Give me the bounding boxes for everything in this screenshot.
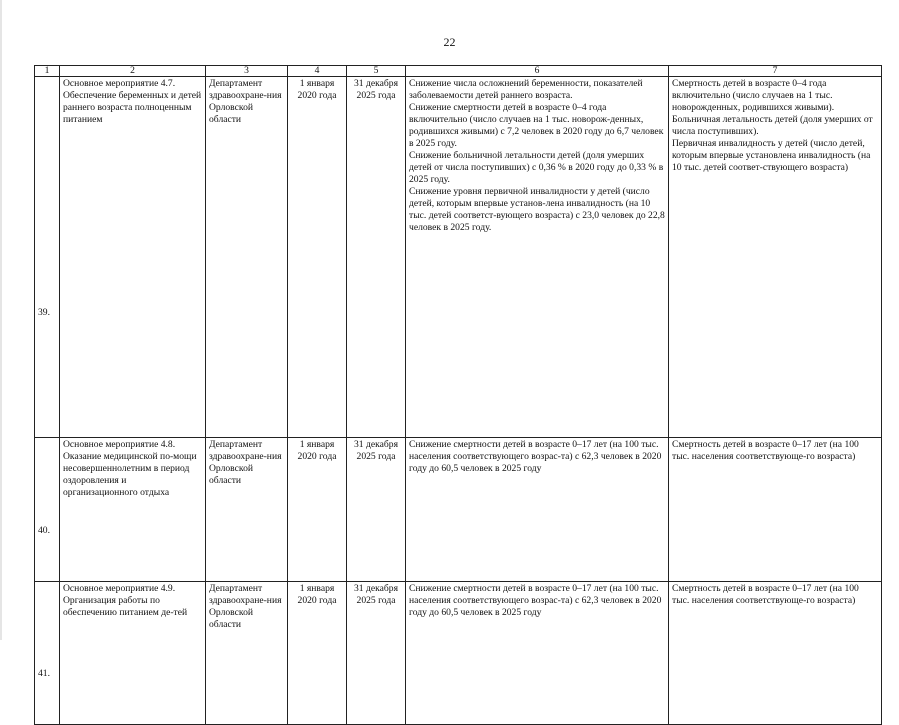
measure-cell: Основное мероприятие 4.7. Обеспечение беременных и детей раннего возраста полноценным питанием xyxy=(60,77,206,438)
indicator-cell: Смертность детей в возрасте 0–17 лет (на 100 тыс. населения соответствующе-го возраста) xyxy=(669,582,882,725)
table-row xyxy=(35,438,882,582)
end-date-cell: 31 декабря 2025 года xyxy=(347,77,406,438)
indicator-cell: Смертность детей в возрасте 0–17 лет (на 100 тыс. населения соответствующе-го возраста) xyxy=(669,438,882,582)
measure-cell: Основное мероприятие 4.9. Организация работы по обеспечению питанием де-тей xyxy=(60,582,206,725)
scan-margin-line xyxy=(0,0,2,640)
table-row xyxy=(35,582,882,725)
expected-result-cell: Снижение числа осложнений беременности, показателей заболеваемости детей раннего возраста. Снижение смертности детей в возрасте 0–4 года включительно (число случаев на 1 тыс. новорож-денных, родившихся живыми) с 7,2 человек в 2020 году до 6,7 человек в 2025 году. Снижение больничной летальности детей (доля умерших детей от числа поступивших) с 0,36 % в 2020 году до 0,33 % в 2025 году. Снижение уровня первичной инвалидности у детей (число детей, которым впервые установ-лена инвалидность (на 10 тыс. детей соответст-вующего возраста) с 23,0 человек до 22,8 человек в 2025 году. xyxy=(406,77,669,438)
expected-result-cell: Снижение смертности детей в возрасте 0–17 лет (на 100 тыс. населения соответствующего возрас-та) с 62,3 человек в 2020 году до 60,5 человек в 2025 году xyxy=(406,438,669,582)
row-number: 41. xyxy=(35,582,60,725)
start-date-cell: 1 января 2020 года xyxy=(288,77,347,438)
page-number: 22 xyxy=(443,35,456,49)
measure-cell: Основное мероприятие 4.8. Оказание медицинской по-мощи несовершеннолетним в период оздоровления и организационного отдыха xyxy=(60,438,206,582)
header-cell: 2 xyxy=(60,66,206,77)
executor-cell: Департамент здравоохране-ния Орловской области xyxy=(206,438,288,582)
table-header-row xyxy=(35,66,882,77)
executor-cell: Департамент здравоохране-ния Орловской области xyxy=(206,582,288,725)
header-cell: 6 xyxy=(406,66,669,77)
row-number: 39. xyxy=(35,77,60,438)
row-number: 40. xyxy=(35,438,60,582)
table-row xyxy=(35,77,882,438)
header-cell: 1 xyxy=(35,66,60,77)
expected-result-cell: Снижение смертности детей в возрасте 0–17 лет (на 100 тыс. населения соответствующего возрас-та) с 62,3 человек в 2020 году до 60,5 человек в 2025 году xyxy=(406,582,669,725)
start-date-cell: 1 января 2020 года xyxy=(288,582,347,725)
header-cell: 5 xyxy=(347,66,406,77)
end-date-cell: 31 декабря 2025 года xyxy=(347,582,406,725)
indicator-cell: Смертность детей в возрасте 0–4 года включительно (число случаев на 1 тыс. новорожденных, родившихся живыми). Больничная летальность детей (доля умерших от числа поступивших). Первичная инвалидность у детей (число детей, которым впервые установлена инвалидность (на 10 тыс. детей соответ-ствующего возраста) xyxy=(669,77,882,438)
header-cell: 3 xyxy=(206,66,288,77)
executor-cell: Департамент здравоохране-ния Орловской области xyxy=(206,77,288,438)
start-date-cell: 1 января 2020 года xyxy=(288,438,347,582)
header-cell: 7 xyxy=(669,66,882,77)
measures-table xyxy=(34,65,882,725)
header-cell: 4 xyxy=(288,66,347,77)
end-date-cell: 31 декабря 2025 года xyxy=(347,438,406,582)
